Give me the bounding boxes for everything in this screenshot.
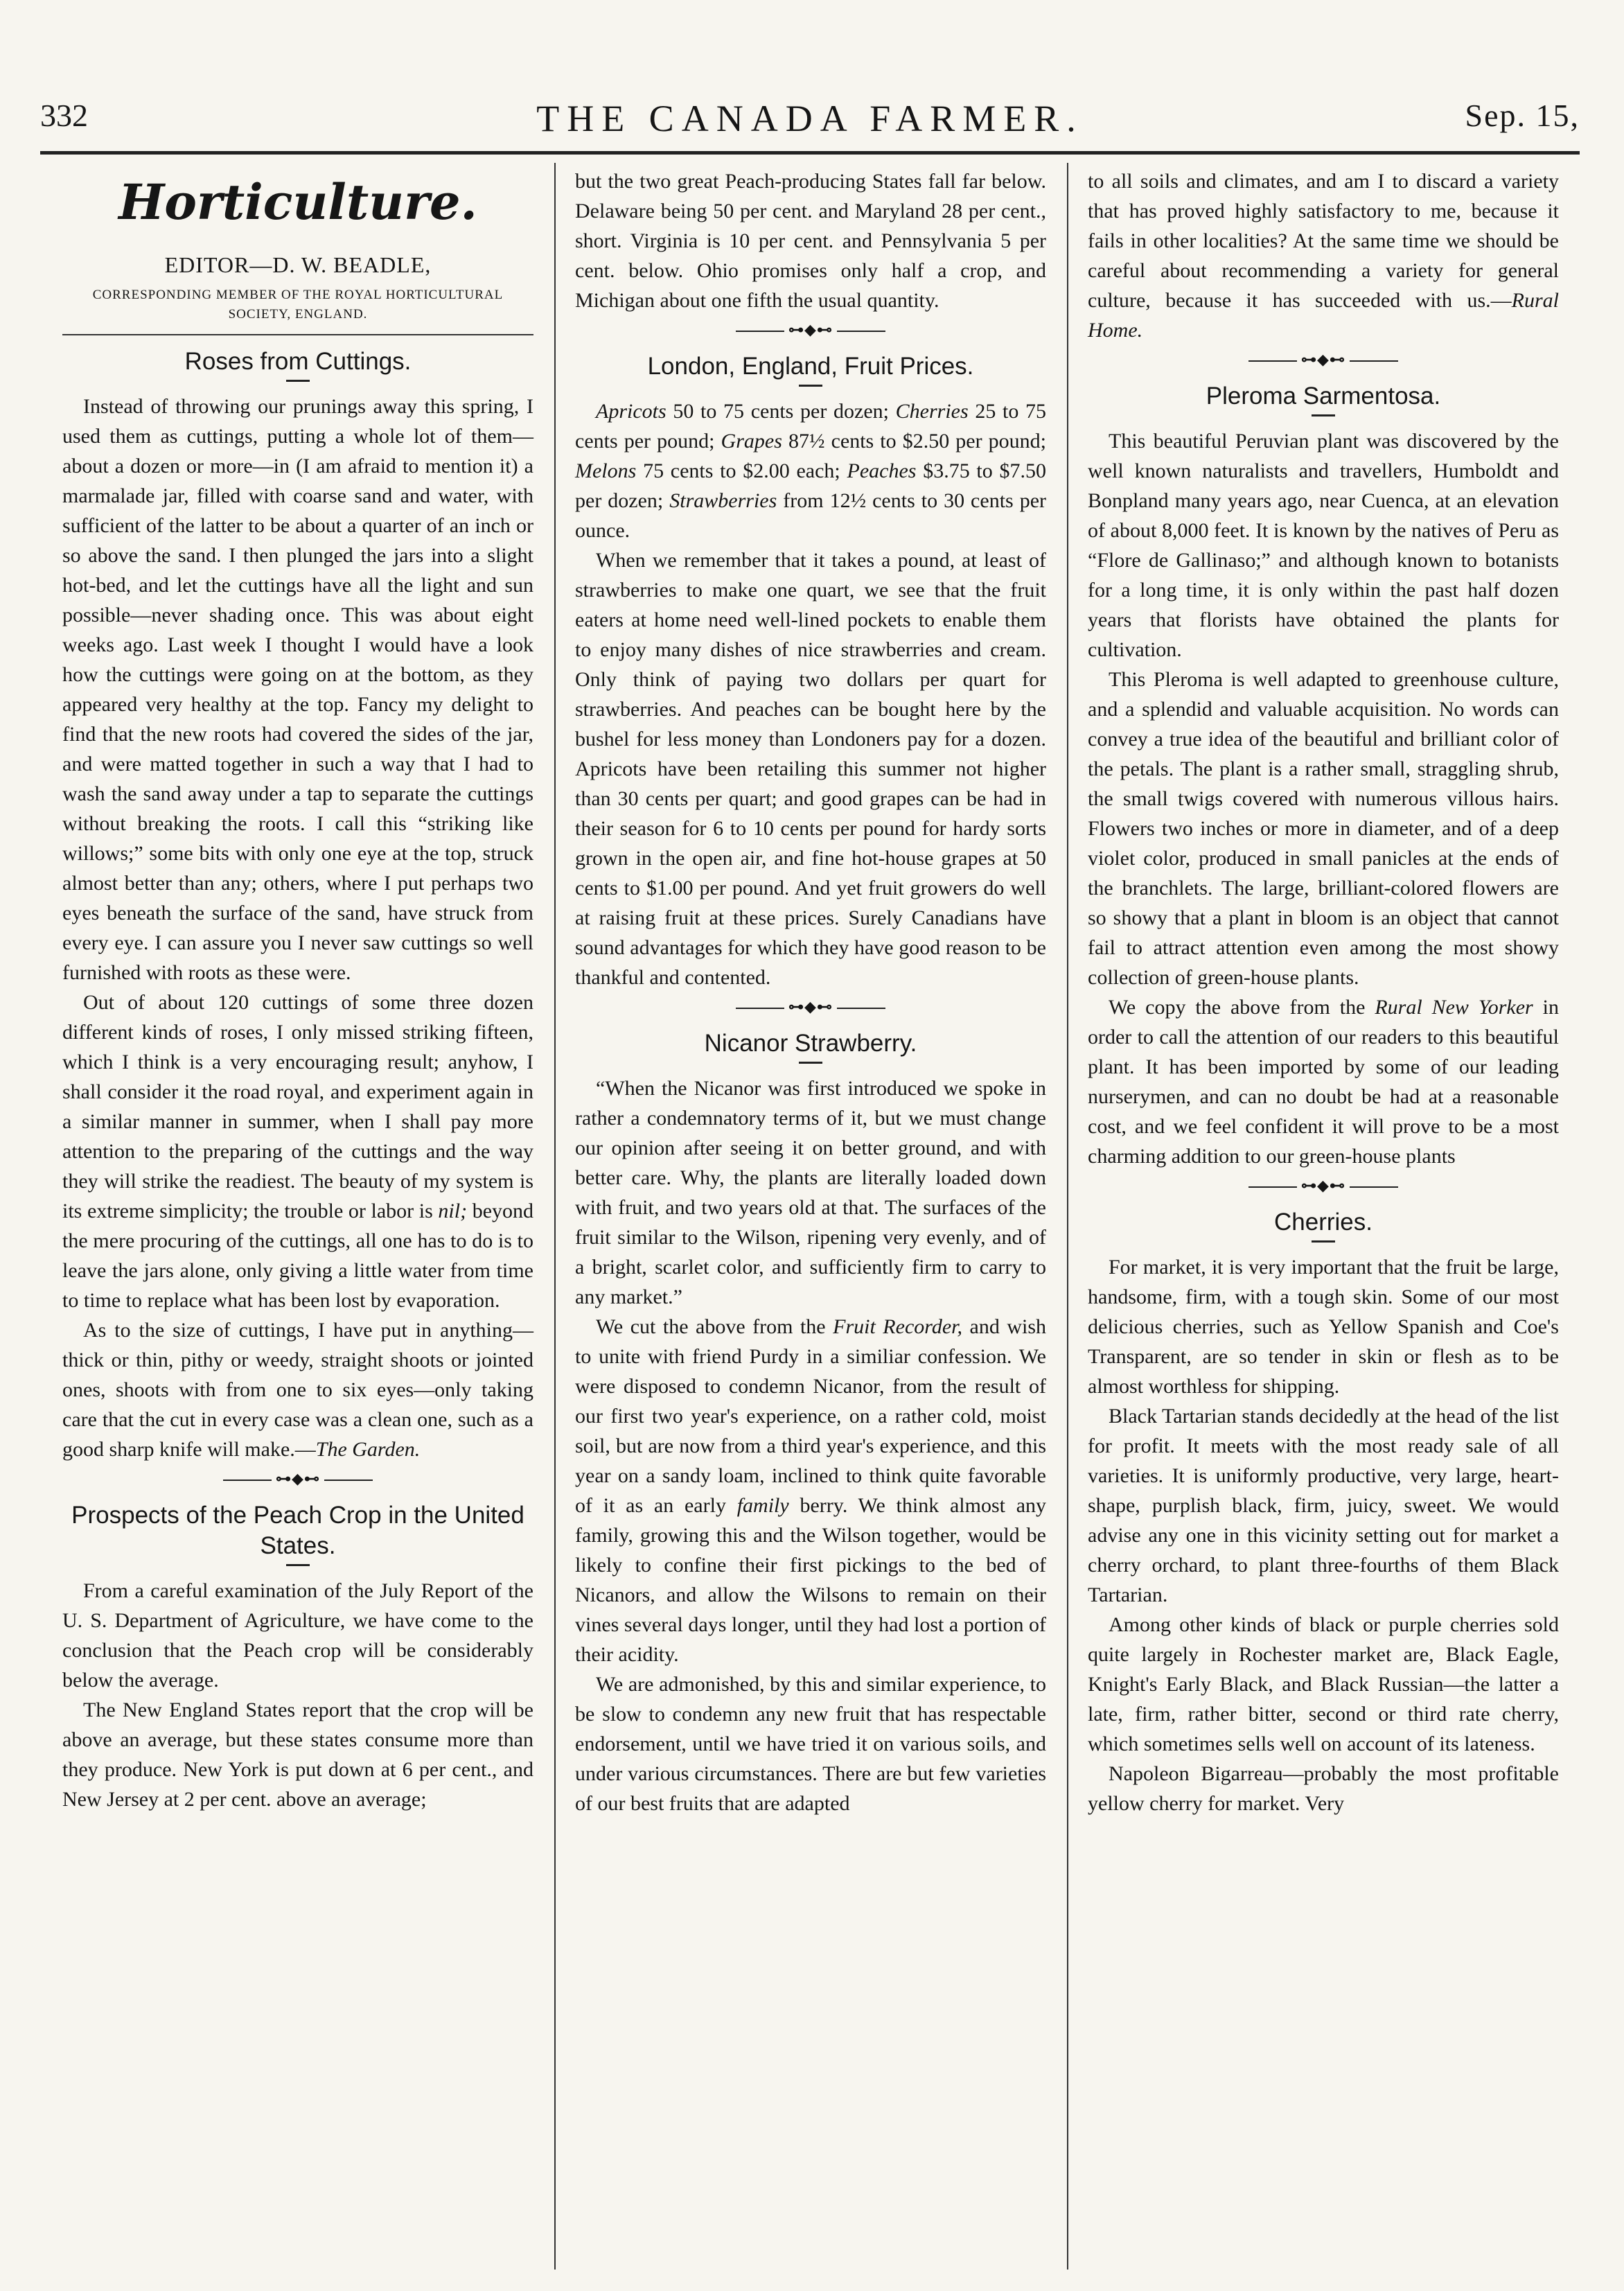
page-number: 332: [40, 98, 88, 133]
section-rule: [62, 334, 533, 335]
column-3: [1088, 166, 1559, 1818]
editor-affiliation: CORRESPONDING MEMBER OF THE ROYAL HORTICULTURAL SOCIETY, ENGLAND.: [92, 288, 504, 322]
paragraph: [62, 1315, 533, 1464]
paragraph: Black Tartarian stands decidedly at the head of the list for profit. It meets with the most ready sale of all varieties. It is uniformly productive, very large, heart-shape, purplish black, firm, juicy, sweet. We would advise any one in this vicinity setting out for market a cherry orchard, to plant three-fourths of them Black Tartarian.: [1088, 1405, 1559, 1606]
paragraph: Napoleon Bigarreau—probably the most profitable yellow cherry for market. Very: [1088, 1762, 1559, 1815]
paragraph: We are admonished, by this and similar experience, to be slow to condemn any new fruit that has respectable endorsement, until we have tried it on various soils, and under various circumstances. There are but few varieties of our best fruits that are adapted: [575, 1673, 1046, 1815]
title-dash: [1312, 414, 1335, 416]
paragraph: We cut the above from the Fruit Recorder, and wish to unite with friend Purdy in a similiar confession. We were disposed to condemn Nicanor, from the result of our first two year's experience, on a rather cold, moist soil, but are now from a third year's experience, and this year on a sandy loam, inclined to think quite favorable of it as an early family berry. We think almost any family, growing this and the Wilson together, would be likely to confine their first pickings to the bed of Nicanors, and allow the Wilsons to remain on their vines several days longer, until they had lost a portion of their acidity.: [575, 1315, 1047, 1666]
paragraph: We copy the above from the Rural New Yorker in order to call the attention of our readers to this beautiful plant. It has been imported by some of our leading nurserymen, and can no doubt be had at a reasonable cost, and we feel confident it will prove to be a most charming addition to our green-house plants: [1088, 996, 1559, 1168]
header-rule: [40, 151, 1580, 155]
paragraph: [62, 988, 533, 1315]
issue-date: Sep. 15,: [1465, 98, 1580, 133]
title-dash: [286, 380, 310, 382]
editor-line: EDITOR—D. W. BEADLE,: [164, 252, 432, 277]
title-dash: [799, 385, 822, 387]
text-run: Out of about 120 cuttings of some three dozen different kinds of roses, I only missed striking fifteen, which I think is a very encouraging result; anyhow, I shall consider it the road royal, and experiment again in a similar manner in summer, when I shall pay more attention to the preparing of the cuttings and the way they will strike the readiest. The beauty of my system is its extreme simplicity; the trouble or labor is: [62, 991, 533, 1222]
paragraph: The New England States report that the crop will be above an average, but these states consume more than they produce. New York is put down at 6 per cent., and New Jersey at 2 per cent. above an average;: [62, 1698, 533, 1811]
text-run: beyond the mere procuring of the cuttings, all one has to do is to leave the jars alone, only giving a little water from time to time to replace what has been lost by evaporation.: [62, 1200, 534, 1312]
article-title: London, England, Fruit Prices.: [647, 353, 974, 380]
paragraph: to all soils and climates, and am I to discard a variety that has proved highly satisfactory to me, because it fails in other localities? At the same time we should be careful about recommending a variety for general culture, because it has succeeded with us.—Rural Home.: [1088, 170, 1559, 342]
paragraph: When we remember that it takes a pound, at least of strawberries to make one quart, we see that the fruit eaters at home need well-lined pockets to enable them to enjoy many dishes of nice strawberries and cream. Only think of paying two dollars per quart for strawberries. And peaches can be bought here by the bushel for less money than Londoners pay for a dozen. Apricots have been retailing this summer not higher than 30 cents per quart; and good grapes can be had in their season for 6 to 10 cents per pound for hardy sorts grown in the open air, and fine hot-house grapes at 50 cents to $1.00 per pound. And yet fruit growers do well at raising fruit at these prices. Surely Canadians have sound advantages for which they have good reason to be thankful and contented.: [575, 549, 1046, 989]
article-title: Cherries.: [1274, 1209, 1373, 1236]
divider-ornament: ⊶◆⊷: [575, 319, 1046, 340]
title-dash: [1312, 1240, 1335, 1243]
section-title: Horticulture.: [118, 173, 477, 231]
divider-ornament: ⊶◆⊷: [575, 997, 1046, 1017]
paragraph: This beautiful Peruvian plant was discovered by the well known naturalists and travellers, Humboldt and Bonpland many years ago, near Cuenca, at an elevation of about 8,000 feet. It is known by the natives of Peru as “Flore de Gallinaso;” and although known to botanists for a long time, it is only within the past half dozen years that florists have obtained the plants for cultivation.: [1088, 430, 1559, 661]
text-run: As to the size of cuttings, I have put in anything—thick or thin, pithy or weedy, straight shoots or jointed ones, shoots with from one to six eyes—only taking care that the cut in every case was a clean one, such as a good sharp knife will make.—: [62, 1319, 533, 1461]
column-1: [62, 166, 533, 1814]
masthead: [40, 97, 1580, 159]
paragraph: Apricots 50 to 75 cents per dozen; Cherries 25 to 75 cents per pound; Grapes 87½ cents to $2.50 per pound; Melons 75 cents to $2.00 each; Peaches $3.75 to $7.50 per dozen; Strawberries from 12½ cents to 30 cents per ounce.: [575, 400, 1047, 542]
article-title: Roses from Cuttings.: [184, 348, 412, 375]
divider-ornament: ⊶◆⊷: [1088, 349, 1559, 370]
divider-ornament: ⊶◆⊷: [62, 1468, 533, 1489]
title-dash: [286, 1564, 310, 1566]
paragraph: Instead of throwing our prunings away this spring, I used them as cuttings, putting a whole lot of them—about a dozen or more—in (I am afraid to mention it) a marmalade jar, filled with coarse sand and water, with sufficient of the latter to be about a quarter of an inch or so above the sand. I then plunged the jars into a slight hot-bed, and let the cuttings have all the light and sun possible—never shading once. This was about eight weeks ago. Last week I thought I would have a look how the cuttings were going on at the bottom, as they appeared very healthy at the top. Fancy my delight to find that the new roots had covered the sides of the jar, and were matted together in such a way that I had to wash the sand away under a tap to separate the cuttings without breaking the roots. I call this “striking like willows;” some bits with only one eye at the top, struck almost better than any; others, where I put perhaps two eyes beneath the surface of the sand, have struck from every eye. I can assure you I never saw cuttings so well furnished with roots as these were.: [62, 395, 533, 984]
article-title: Nicanor Strawberry.: [704, 1030, 917, 1057]
title-dash: [799, 1062, 822, 1064]
column-rule: [554, 163, 556, 2270]
paragraph: From a careful examination of the July Report of the U. S. Department of Agriculture, we have come to the conclusion that the Peach crop will be considerably below the average.: [62, 1579, 533, 1692]
article-title: Pleroma Sarmentosa.: [1206, 383, 1441, 410]
column-rule: [1067, 163, 1068, 2270]
paragraph: Among other kinds of black or purple cherries sold quite largely in Rochester market are, Black Eagle, Knight's Early Black, and Black Russian—the latter a late, firm, rather bitter, second or third rate cherry, which sometimes sells well on account of its lateness.: [1088, 1613, 1559, 1755]
article-title: Prospects of the Peach Crop in the United States.: [71, 1502, 524, 1559]
column-2: [575, 166, 1046, 1818]
italic-word: nil;: [438, 1200, 468, 1222]
paragraph: but the two great Peach-producing States fall far below. Delaware being 50 per cent. and Maryland 28 per cent., short. Virginia is 10 per cent. and Pennsylvania 5 per cent. below. Ohio promises only half a crop, and Michigan about one fifth the usual quantity.: [575, 170, 1046, 312]
paragraph: For market, it is very important that the fruit be large, handsome, firm, with a tough skin. Some of our most delicious cherries, such as Yellow Spanish and Coe's Transparent, are so tender in skin or flesh as to be almost worthless for shipping.: [1088, 1256, 1559, 1398]
divider-ornament: ⊶◆⊷: [1088, 1175, 1559, 1196]
source-citation: The Garden.: [315, 1438, 421, 1461]
paragraph: “When the Nicanor was first introduced we spoke in rather a condemnatory terms of it, but we must change our opinion after seeing it on better ground, and with better care. Why, the plants are literally loaded down with fruit, and two years old at that. The surfaces of the fruit similar to the Wilson, ripening very evenly, and of a bright, scarlet color, and sufficiently firm to carry to any market.”: [575, 1077, 1046, 1308]
newspaper-title: THE CANADA FARMER.: [536, 98, 1084, 139]
source-citation: Rural Home.: [1088, 289, 1559, 342]
paragraph: This Pleroma is well adapted to greenhouse culture, and a splendid and valuable acquisition. No words can convey a true idea of the beautiful and brilliant color of the petals. The plant is a rather small, straggling shrub, the small twigs covered with numerous villous hairs. Flowers two inches or more in diameter, and of a deep violet color, produced in small panicles at the ends of the branchlets. The large, brilliant-colored flowers are so showy that a plant in bloom is an object that cannot fail to attract attention even among the most showy collection of green-house plants.: [1088, 668, 1559, 989]
